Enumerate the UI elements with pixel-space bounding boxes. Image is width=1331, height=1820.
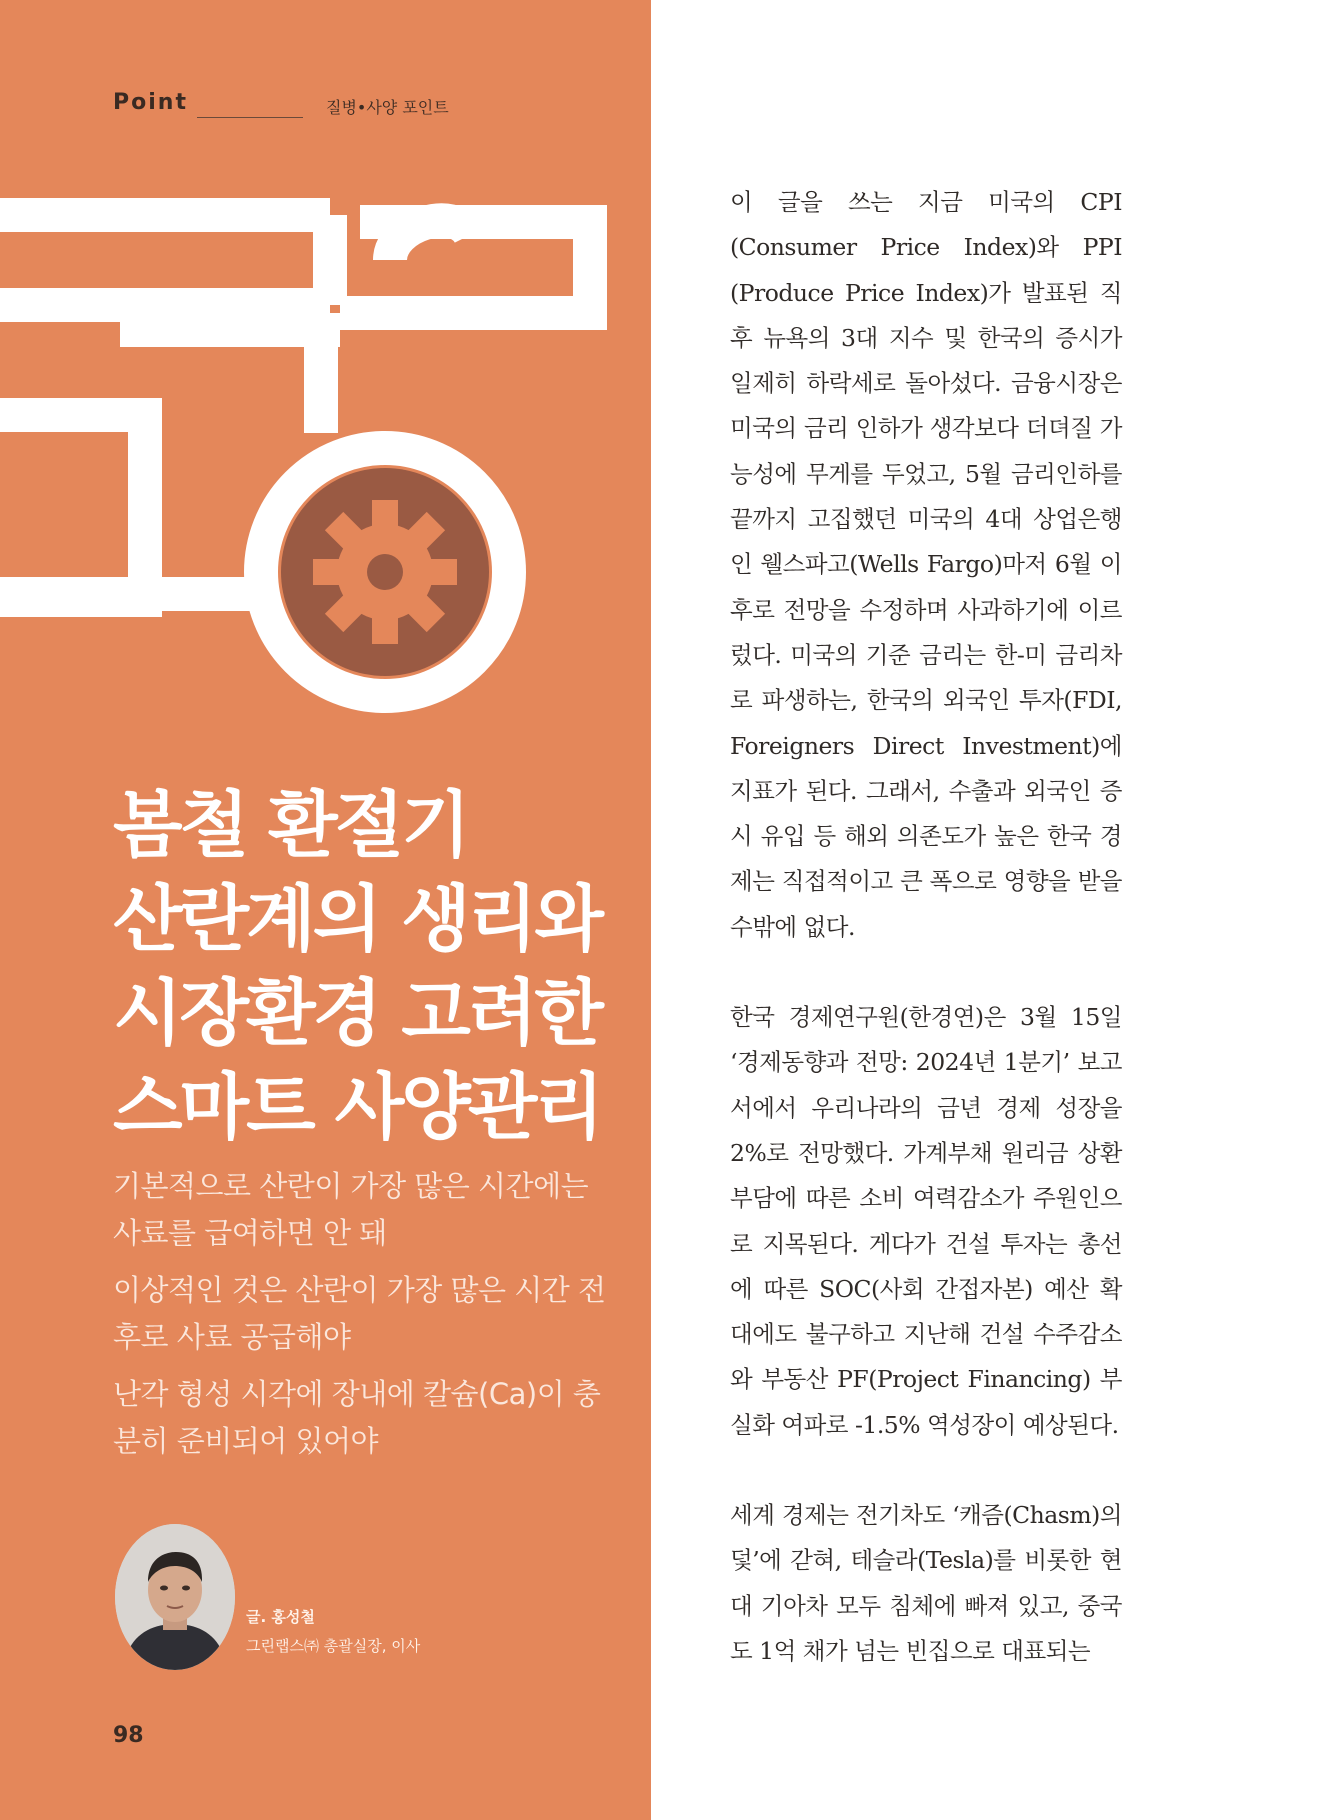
gear-icon — [313, 500, 457, 644]
letter-stroke-curl — [390, 220, 470, 260]
author-role: 그린랩스㈜ 총괄실장, 이사 — [246, 1637, 421, 1655]
headline-line: 시장환경 고려한 — [113, 971, 601, 1055]
letter-bar-middle — [120, 313, 340, 347]
author-avatar — [115, 1524, 235, 1670]
left-panel — [0, 0, 651, 1820]
headline-line: 스마트 사양관리 — [113, 1065, 601, 1149]
headline-line: 봄철 환절기 — [113, 783, 468, 867]
letter-stroke-top — [0, 215, 330, 305]
letter-stroke-left — [0, 415, 145, 600]
title-graphic — [0, 185, 651, 715]
summary-list — [113, 1163, 623, 1475]
section-category: 질병•사양 포인트 — [326, 98, 449, 117]
body-paragraph: 이 글을 쓰는 지금 미국의 CPI (Consumer Price Index)와 PPI (Produce Price Index)가 발표된 직후 뉴욕의 3대 지수 및 한국의 증시가 일제히 하락세로 돌아섰다. 금융시장은 미국의 금리 인하가 생각보다 더뎌질 가능성에 무게를 두었고, 5월 금리인하를 끝까지 고집했던 미국의 4대 상업은행인 웰스파고(Wells Fargo)마저 6월 이후로 전망을 수정하며 사과하기에 이르렀다. 미국의 기준 금리는 한-미 금리차로 파생하는, 한국의 외국인 투자(FDI, Foreigners Direct Investment)에 지표가 된다. 그래서, 수출과 외국인 증시 유입 등 해외 의존도가 높은 한국 경제는 직접적이고 큰 폭으로 영향을 받을 수밖에 없다. — [730, 188, 1122, 941]
summary-item: 이상적인 것은 산란이 가장 많은 시간 전후로 사료 공급해야 — [113, 1273, 606, 1354]
headline — [113, 778, 633, 1154]
section-divider — [197, 117, 303, 118]
summary-item: 난각 형성 시각에 장내에 칼슘(Ca)이 충분히 준비되어 있어야 — [113, 1377, 601, 1458]
body-paragraph: 세계 경제는 전기차도 ‘캐즘(Chasm)의 덫’에 갇혀, 테슬라(Tesla)를 비롯한 현대 기아차 모두 침체에 빠져 있고, 중국도 1억 채가 넘는 빈집으로 대표되는 — [730, 1501, 1122, 1665]
article-body — [730, 180, 1122, 1719]
page-number: 98 — [113, 1723, 144, 1748]
headline-line: 산란계의 생리와 — [113, 877, 601, 961]
section-label: Point — [113, 90, 188, 115]
author-name: 글. 홍성철 — [246, 1608, 315, 1626]
body-paragraph: 한국 경제연구원(한경연)은 3월 15일 ‘경제동향과 전망: 2024년 1분기’ 보고서에서 우리나라의 금년 경제 성장을 2%로 전망했다. 가계부채 원리금 상환 부담에 따른 소비 여력감소가 주원인으로 지목된다. 게다가 건설 투자는 총선에 따른 SOC(사회 간접자본) 예산 확대에도 불구하고 지난해 건설 수주감소와 부동산 PF(Project Financing) 부실화 여파로 -1.5% 역성장이 예상된다. — [730, 1003, 1122, 1439]
letter-bar-bottom — [0, 577, 260, 611]
summary-item: 기본적으로 산란이 가장 많은 시간에는 사료를 급여하면 안 돼 — [113, 1169, 589, 1250]
